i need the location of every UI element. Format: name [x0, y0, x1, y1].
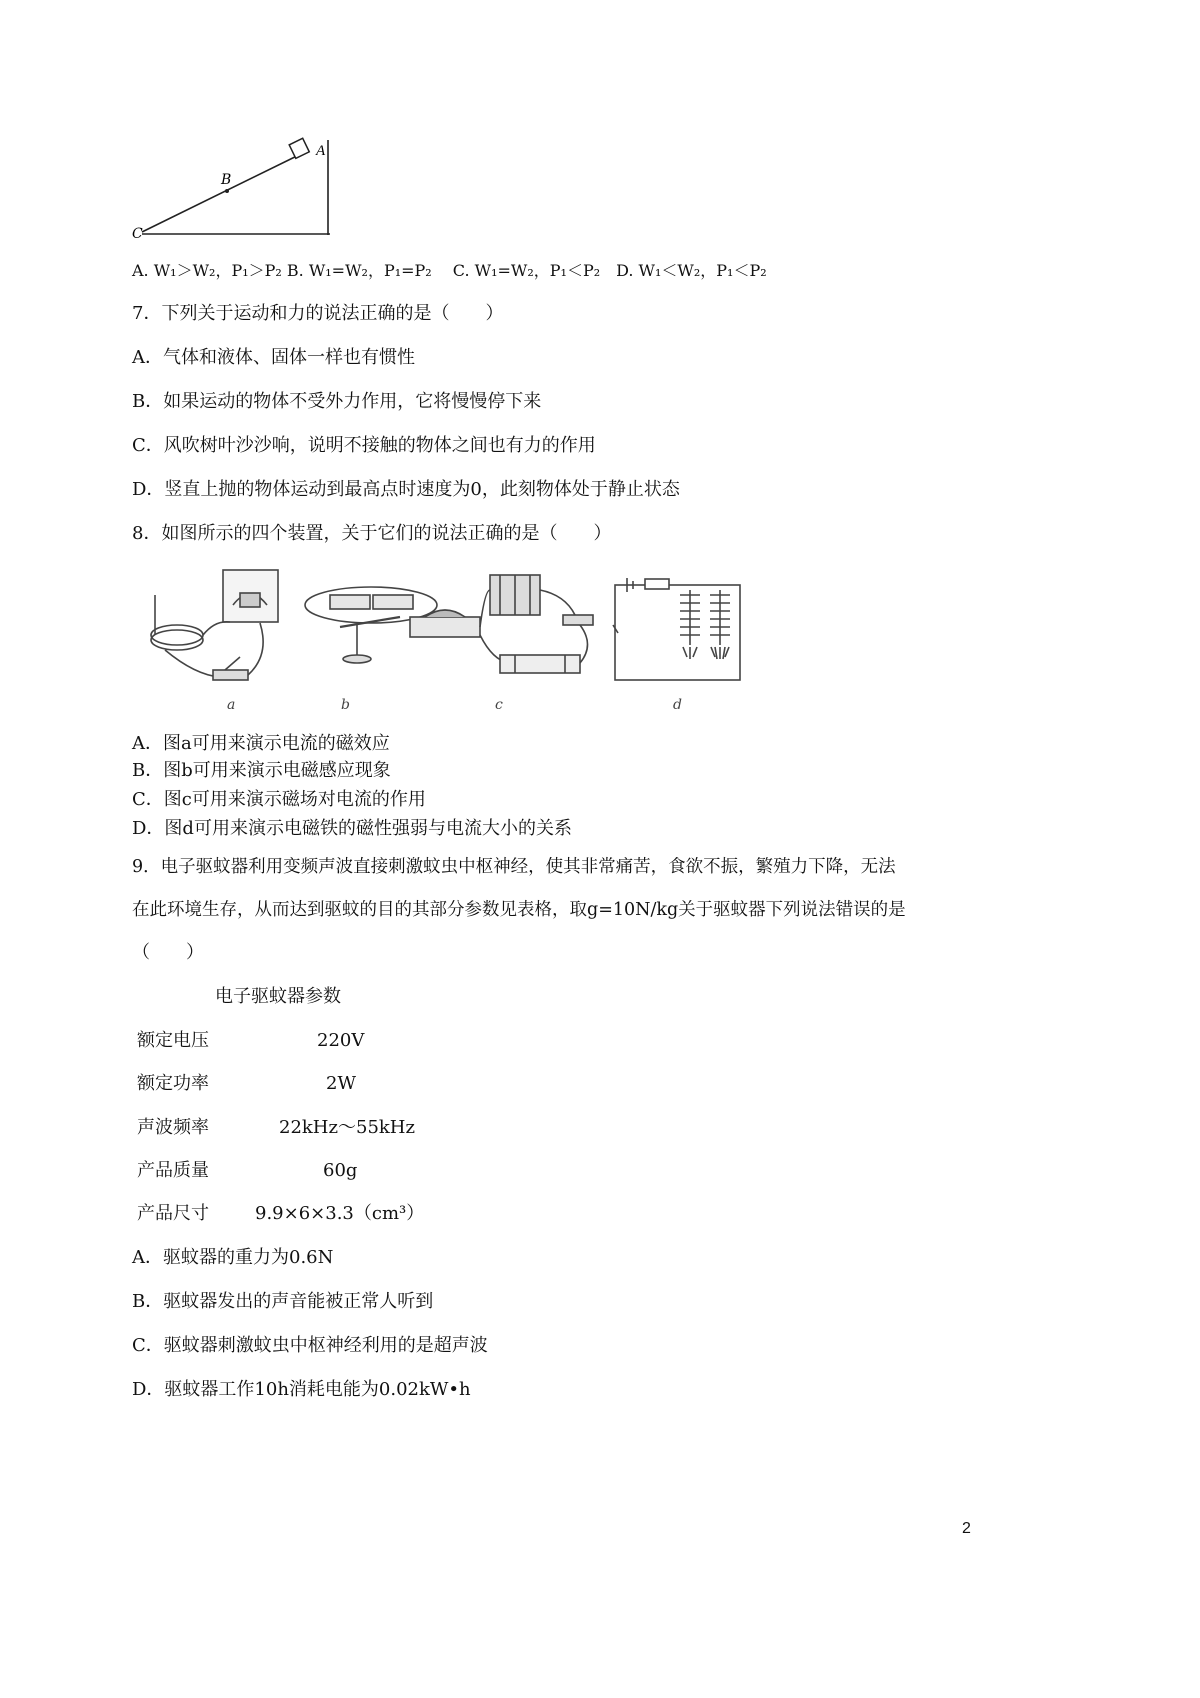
- label-fig-d: d: [673, 697, 682, 713]
- row-value: 2W: [326, 1073, 356, 1094]
- row-value: 220V: [317, 1030, 365, 1051]
- label-a: A: [316, 143, 326, 159]
- label-fig-c: c: [495, 697, 503, 713]
- incline-slope: [142, 152, 305, 232]
- q9-stem-line3: （ ）: [132, 942, 204, 963]
- row-label: 额定电压: [137, 1030, 209, 1051]
- row-label: 声波频率: [137, 1117, 209, 1138]
- row-label: 产品尺寸: [137, 1203, 209, 1224]
- q9-stem-line2: 在此环境生存，从而达到驱蚊的目的其部分参数见表格，取g=10N/kg关于驱蚊器下列说法错误的是: [132, 900, 906, 920]
- label-c: C: [132, 226, 143, 242]
- label-fig-b: b: [341, 697, 350, 713]
- apparatus-d: [613, 578, 740, 680]
- label-b: B: [221, 172, 232, 188]
- q7-option-c: C．风吹树叶沙沙响，说明不接触的物体之间也有力的作用: [132, 435, 596, 456]
- incline-figure: [130, 135, 355, 245]
- row-value: 60g: [323, 1160, 358, 1181]
- q8-option-b: B．图b可用来演示电磁感应现象: [132, 760, 391, 781]
- page-number: 2: [962, 1520, 971, 1537]
- q8-option-d: D．图d可用来演示电磁铁的磁性强弱与电流大小的关系: [132, 818, 572, 839]
- row-value: 22kHz～55kHz: [279, 1117, 415, 1138]
- four-apparatus-figure: [135, 565, 765, 715]
- q6-options: A. W₁＞W₂，P₁＞P₂ B. W₁=W₂，P₁=P₂ C. W₁=W₂，P₁＜P₂ D. W₁＜W₂，P₁＜P₂: [132, 261, 767, 280]
- q9-option-b: B．驱蚊器发出的声音能被正常人听到: [132, 1291, 434, 1312]
- label-fig-a: a: [227, 697, 236, 713]
- q8-stem: 8．如图所示的四个装置，关于它们的说法正确的是（ ）: [132, 523, 612, 544]
- block: [289, 138, 309, 158]
- q7-option-b: B．如果运动的物体不受外力作用，它将慢慢停下来: [132, 391, 542, 412]
- q7-option-d: D．竖直上抛的物体运动到最高点时速度为0，此刻物体处于静止状态: [132, 479, 680, 500]
- q9-option-d: D．驱蚊器工作10h消耗电能为0.02kW•h: [132, 1379, 471, 1400]
- q9-option-a: A．驱蚊器的重力为0.6N: [132, 1247, 334, 1268]
- row-value: 9.9×6×3.3（cm³）: [255, 1203, 425, 1224]
- apparatus-a: [151, 570, 278, 680]
- table-title: 电子驱蚊器参数: [215, 986, 341, 1007]
- q7-stem: 7．下列关于运动和力的说法正确的是（ ）: [132, 303, 504, 324]
- row-label: 产品质量: [137, 1160, 209, 1181]
- q8-option-c: C．图c可用来演示磁场对电流的作用: [132, 789, 426, 810]
- q7-option-a: A．气体和液体、固体一样也有惯性: [132, 347, 415, 368]
- q9-option-c: C．驱蚊器刺激蚊虫中枢神经利用的是超声波: [132, 1335, 488, 1356]
- point-b: [225, 189, 229, 193]
- row-label: 额定功率: [137, 1073, 209, 1094]
- q8-option-a: A．图a可用来演示电流的磁效应: [132, 733, 390, 754]
- apparatus-c: [410, 575, 593, 673]
- q9-stem-line1: 9．电子驱蚊器利用变频声波直接刺激蚊虫中枢神经，使其非常痛苦，食欲不振，繁殖力下降，无法: [132, 857, 896, 877]
